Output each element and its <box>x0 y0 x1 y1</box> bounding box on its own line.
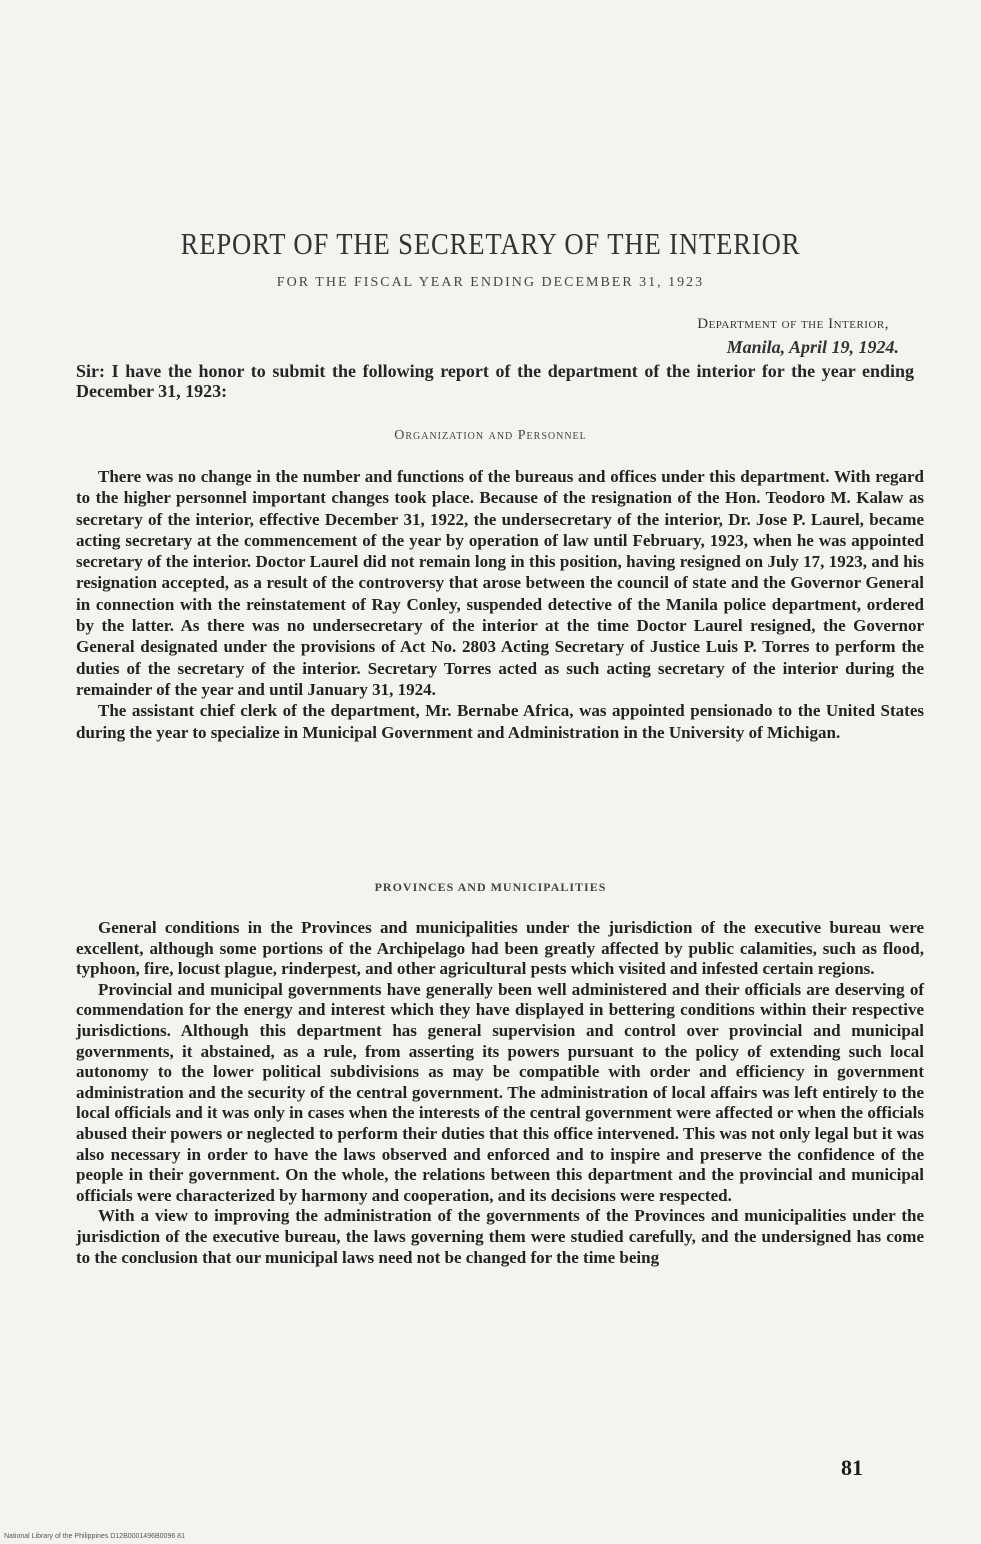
report-title: REPORT OF THE SECRETARY OF THE INTERIOR <box>180 226 801 261</box>
paragraph: The assistant chief clerk of the department, Mr. Bernabe Africa, was appointed pensionado to the United States during the year to specialize in Municipal Government and Administration in the University of Michigan. <box>76 701 924 742</box>
report-subtitle: FOR THE FISCAL YEAR ENDING DECEMBER 31, 1923 <box>276 275 705 290</box>
place-date-line: Manila, April 19, 1924. <box>726 337 899 357</box>
library-stamp: National Library of the Philippines D12B0001496B0096 81 <box>4 1533 185 1540</box>
section-heading-provinces: PROVINCES AND MUNICIPALITIES <box>374 880 607 894</box>
department-line: Department of the Interior, <box>697 316 889 332</box>
section-provinces-body <box>76 918 924 1268</box>
paragraph: Provincial and municipal governments have generally been well administered and their officials are deserving of commendation for the energy and interest which they have displayed in bettering conditions within their respective jurisdictions. Although this department has general supervision and control over provincial and municipal governments, it abstained, as a rule, from asserting its powers pursuant to the policy of extending such local autonomy to the lower political subdivisions as may be compatible with order and efficiency in government administration and the security of the central government. The administration of local affairs was left entirely to the local officials and it was only in cases when the interests of the central government were affected or when the officials abused their powers or neglected to perform their duties that this office intervened. This was not only legal but it was also necessary in order to have the laws observed and enforced and to inspire and preserve the confidence of the people in their government. On the whole, the relations between this department and the provincial and municipal officials were characterized by harmony and cooperation, and its decisions were respected. <box>76 979 924 1205</box>
page-number: 81 <box>841 1455 863 1480</box>
paragraph: With a view to improving the administration of the governments of the Provinces and municipalities under the jurisdiction of the executive bureau, the laws governing them were studied carefully, and the undersigned has come to the conclusion that our municipal laws need not be changed for the time being <box>76 1206 924 1267</box>
paragraph: General conditions in the Provinces and municipalities under the jurisdiction of the executive bureau were excellent, although some portions of the Archipelago had been greatly affected by public calamities, such as flood, typhoon, fire, locust plague, rinderpest, and other agricultural pests which visited and infested certain regions. <box>76 918 924 979</box>
salutation: Sir: I have the honor to submit the following report of the department of the interior for the year ending December 31, 1923: <box>76 361 914 401</box>
paragraph: There was no change in the number and functions of the bureaus and offices under this department. With regard to the higher personnel important changes took place. Because of the resignation of the Hon. Teodoro M. Kalaw as secretary of the interior, effective December 31, 1922, the undersecretary of the interior, Dr. Jose P. Laurel, became acting secretary at the commencement of the year by operation of law until February, 1923, when he was appointed secretary of the interior. Doctor Laurel did not remain long in this position, having resigned on July 17, 1923, and his resignation accepted, as a result of the controversy that arose between the council of state and the Governor General in connection with the reinstatement of Ray Conley, suspended detective of the Manila police department, ordered by the latter. As there was no undersecretary of the interior at the time Doctor Laurel resigned, the Governor General designated under the provisions of Act No. 2803 Acting Secretary of Justice Luis P. Torres to perform the duties of the secretary of the interior. Secretary Torres acted as such acting secretary of the interior during the remainder of the year and until January 31, 1924. <box>76 467 924 699</box>
section-heading-organization: Organization and Personnel <box>394 428 587 443</box>
section-organization-body <box>76 466 924 743</box>
